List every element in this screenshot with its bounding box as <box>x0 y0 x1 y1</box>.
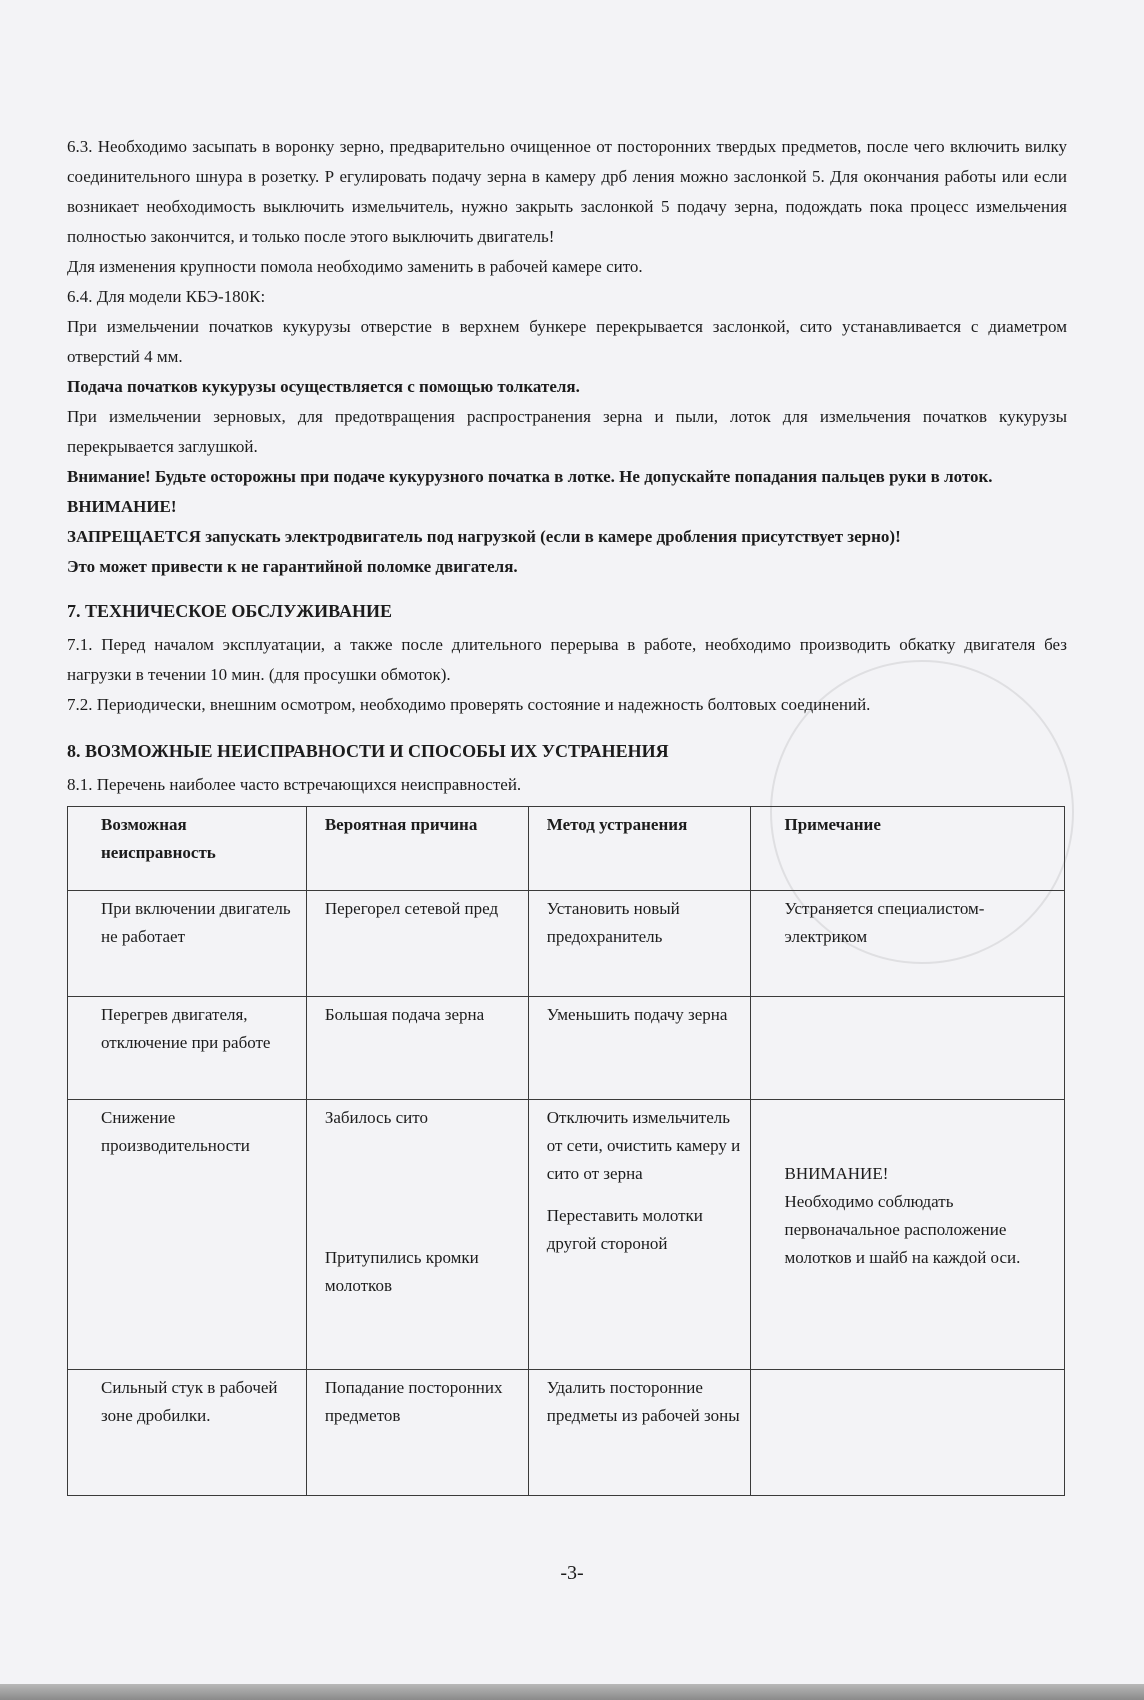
header-method: Метод устранения <box>528 807 751 891</box>
paragraph-grind-size: Для изменения крупности помола необходимо заменить в рабочей камере сито. <box>67 257 643 276</box>
prohibited-text: запускать электродвигатель под нагрузкой (если в камере дробления присутствует зерно)! <box>200 527 901 546</box>
cell-cause-group <box>306 1100 528 1370</box>
warning-fingers: Внимание! Будьте осторожны при подаче кукурузного початка в лотке. Не допускайте попадания пальцев руки в лоток. <box>67 467 993 486</box>
table-row <box>68 1370 1065 1496</box>
cell-note-title: ВНИМАНИЕ! <box>784 1164 889 1183</box>
cell-cause: Большая подача зерна <box>306 997 528 1100</box>
cell-note <box>751 997 1065 1100</box>
cell-method: Удалить посторонние предметы из рабочей зоны <box>528 1370 751 1496</box>
cell-fault: Снижение производительности <box>68 1100 307 1370</box>
cell-fault: Перегрев двигателя, отключение при работе <box>68 997 307 1100</box>
paragraph-7-1: 7.1. Перед началом эксплуатации, а также после длительного перерыва в работе, необходимо производить обкатку двигателя без нагрузки в течении 10 мин. (для просушки обмоток). <box>67 635 1067 684</box>
cell-method: Отключить измельчитель от сети, очистить камеру и сито от зерна <box>546 1108 741 1183</box>
faults-table <box>67 806 1065 1496</box>
cell-cause: Перегорел сетевой пред <box>306 891 528 997</box>
paragraph-pusher: Подача початков кукурузы осуществляется с помощью толкателя. <box>67 377 580 396</box>
header-note: Примечание <box>751 807 1065 891</box>
page-number: -3- <box>560 1562 584 1584</box>
cell-cause: Забилось сито <box>324 1108 428 1127</box>
section-8-title: 8. ВОЗМОЖНЫЕ НЕИСПРАВНОСТИ И СПОСОБЫ ИХ УСТРАНЕНИЯ <box>67 741 669 761</box>
prohibited-word: ЗАПРЕЩАЕТСЯ <box>67 527 201 546</box>
cell-fault: При включении двигатель не работает <box>68 891 307 997</box>
table-row <box>68 891 1065 997</box>
cell-method: Установить новый предохранитель <box>528 891 751 997</box>
table-header-row <box>68 807 1065 891</box>
section-7-title: 7. ТЕХНИЧЕСКОЕ ОБСЛУЖИВАНИЕ <box>67 601 392 621</box>
table-row <box>68 997 1065 1100</box>
prohibited-warning <box>67 522 1067 552</box>
paragraph-corn-cobs: При измельчении початков кукурузы отверстие в верхнем бункере перекрывается заслонкой, сито устанавливается с диаметром отверстий 4 мм. <box>67 317 1067 366</box>
paragraph-8-1: 8.1. Перечень наиболее часто встречающихся неисправностей. <box>67 775 522 794</box>
table-row <box>68 1100 1065 1370</box>
page-content <box>67 132 1067 1496</box>
cell-method-2: Переставить молотки другой стороной <box>546 1206 703 1253</box>
cell-note: Устраняется специалистом-электриком <box>751 891 1065 997</box>
warranty-warning: Это может привести к не гарантийной поломке двигателя. <box>67 557 518 576</box>
header-fault: Возможная неисправность <box>68 807 307 891</box>
paragraph-6-3: 6.3. Необходимо засыпать в воронку зерно, предварительно очищенное от посторонних твердых предметов, после чего включить вилку соединительного шнура в розетку. Р егулировать подачу зерна в камеру дрб ления можно заслонкой 5. Для окончания работы или если возникает необходимость выключить измельчитель, нужно закрыть заслонкой 5 подачу зерна, подождать пока процесс измельчения полностью закончится, и только после этого выключить двигатель! <box>67 137 1067 246</box>
paragraph-grain-tray: При измельчении зерновых, для предотвращения распространения зерна и пыли, лоток для измельчения початков кукурузы перекрывается заглушкой. <box>67 407 1067 456</box>
attention-heading: ВНИМАНИЕ! <box>67 497 177 516</box>
cell-note: Необходимо соблюдать первоначальное расположение молотков и шайб на каждой оси. <box>784 1192 1021 1267</box>
cell-note <box>751 1370 1065 1496</box>
paragraph-6-4: 6.4. Для модели КБЭ-180К: <box>67 287 266 306</box>
cell-fault: Сильный стук в рабочей зоне дробилки. <box>68 1370 307 1496</box>
cell-cause-2: Притупились кромки молотков <box>324 1248 479 1295</box>
scan-bottom-edge <box>0 1684 1144 1700</box>
cell-method: Уменьшить подачу зерна <box>528 997 751 1100</box>
header-cause: Вероятная причина <box>306 807 528 891</box>
paragraph-7-2: 7.2. Периодически, внешним осмотром, необходимо проверять состояние и надежность болтовых соединений. <box>67 695 871 714</box>
cell-method-group <box>528 1100 751 1370</box>
cell-cause: Попадание посторонних предметов <box>306 1370 528 1496</box>
cell-note-group <box>751 1100 1065 1370</box>
